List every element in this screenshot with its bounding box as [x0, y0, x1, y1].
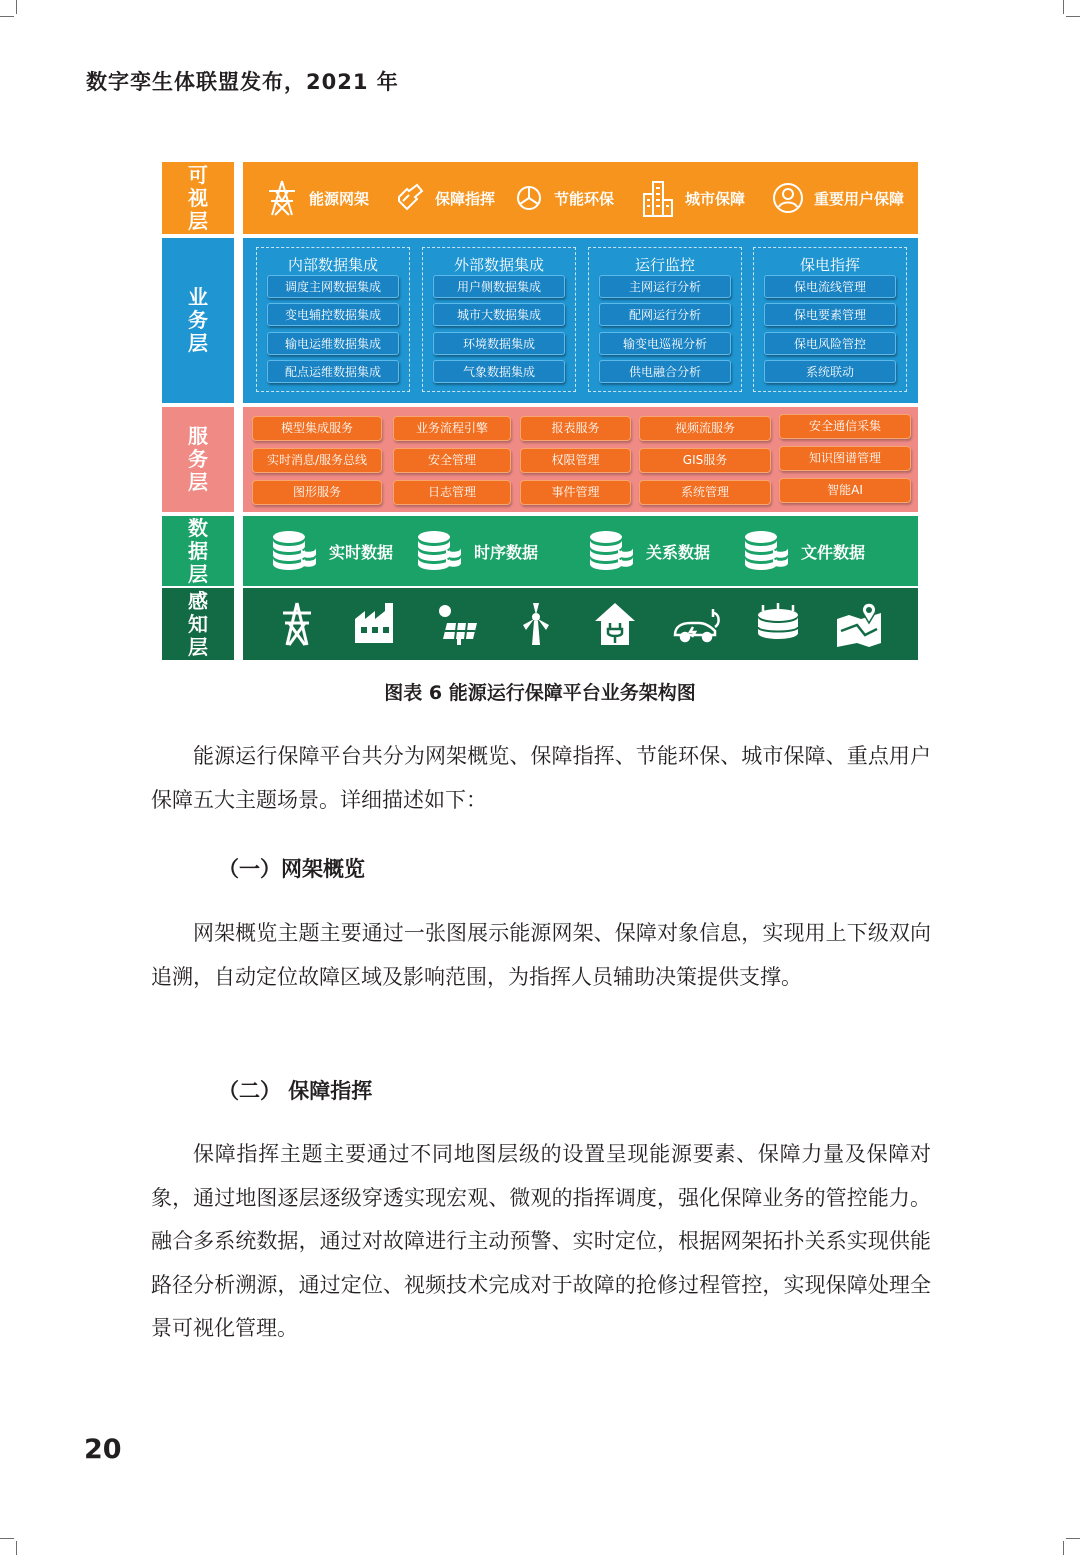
business-item: 配网运行分析 [599, 303, 731, 326]
crop-mark [1063, 1541, 1064, 1555]
service-layer-label: 服务层 [162, 407, 234, 512]
data-layer-label: 数据层 [162, 516, 234, 586]
sensing-layer [162, 588, 918, 660]
visual-layer [162, 162, 918, 234]
visual-item [772, 162, 904, 234]
service-item: 安全管理 [393, 448, 511, 473]
section-paragraph: 保障指挥主题主要通过不同地图层级的设置呈现能源要素、保障力量及保障对象，通过地图逐层逐级穿透实现宏观、微观的指挥调度，强化保障业务的管控能力。融合多系统数据，通过对故障进行主动预警、实时定位，根据网架拓扑关系实现供能路径分析溯源，通过定位、视频技术完成对于故障的抢修过程管控，实现保障处理全景可视化管理。 [151, 1142, 931, 1340]
electric-car-icon [671, 601, 723, 645]
business-item: 调度主网数据集成 [267, 275, 399, 298]
section-paragraph: 网架概览主题主要通过一张图展示能源网架、保障对象信息，实现用上下级双向追溯，自动定位故障区域及影响范围，为指挥人员辅助决策提供支撑。 [151, 921, 931, 989]
service-item: 日志管理 [393, 480, 511, 505]
figure-caption: 图表 6 能源运行保障平台业务架构图 [384, 682, 696, 704]
database-icon [271, 528, 317, 574]
service-layer-body [243, 407, 918, 512]
business-item: 保电风险管控 [764, 332, 896, 355]
data-item-label: 时序数据 [474, 542, 539, 562]
visual-item-label: 城市保障 [685, 189, 746, 208]
sensing-layer-body [243, 588, 918, 660]
database-icon [416, 528, 462, 574]
service-item: 模型集成服务 [252, 416, 382, 441]
section-heading: （一）网架概览 [218, 857, 365, 881]
visual-layer-body [243, 162, 918, 234]
map-location-icon [835, 601, 883, 647]
service-item: 业务流程引擎 [393, 416, 511, 441]
visual-item-label: 重要用户保障 [814, 189, 905, 208]
data-item [271, 516, 393, 586]
business-group-title: 外部数据集成 [453, 256, 544, 274]
transmission-tower-icon [277, 601, 317, 647]
data-item [416, 516, 538, 586]
business-item: 主网运行分析 [599, 275, 731, 298]
sensing-layer-label: 感知层 [162, 588, 234, 660]
service-item: 视频流服务 [639, 416, 771, 441]
business-group-title: 内部数据集成 [287, 256, 378, 274]
intro-paragraph: 能源运行保障平台共分为网架概览、保障指挥、节能环保、城市保障、重点用户保障五大主题场景。详细描述如下： [151, 744, 931, 812]
visual-item [395, 162, 495, 234]
recycle-icon [514, 183, 544, 213]
data-item-label: 文件数据 [801, 542, 866, 562]
business-layer [162, 238, 918, 403]
business-item: 城市大数据集成 [433, 303, 565, 326]
crop-mark [16, 0, 17, 14]
running-header: 数字孪生体联盟发布，2021 年 [86, 70, 399, 94]
crop-mark [0, 1538, 14, 1539]
data-item-label: 实时数据 [329, 542, 394, 562]
hand-pointer-icon [395, 183, 425, 213]
service-item: 报表服务 [520, 416, 631, 441]
business-group [753, 247, 907, 392]
crop-mark [0, 16, 14, 17]
business-item: 输变电巡视分析 [599, 332, 731, 355]
business-item: 气象数据集成 [433, 360, 565, 383]
business-item: 环境数据集成 [433, 332, 565, 355]
visual-item [514, 162, 614, 234]
service-item: GIS服务 [639, 448, 771, 473]
business-item: 保电流线管理 [764, 275, 896, 298]
stadium-icon [755, 601, 801, 647]
service-item: 安全通信采集 [779, 414, 911, 439]
solar-panel-icon [433, 601, 479, 647]
data-item [743, 516, 865, 586]
service-item: 智能AI [779, 478, 911, 503]
database-icon [743, 528, 789, 574]
business-group-title: 保电指挥 [799, 256, 860, 274]
business-layer-label: 业务层 [162, 238, 234, 403]
data-layer [162, 516, 918, 586]
city-buildings-icon [641, 178, 675, 218]
business-group [256, 247, 410, 392]
business-item: 系统联动 [764, 360, 896, 383]
data-layer-body [243, 516, 918, 586]
service-item: 知识图谱管理 [779, 446, 911, 471]
section-heading: （二） 保障指挥 [218, 1079, 373, 1103]
page-number: 20 [84, 1434, 122, 1465]
service-item: 系统管理 [639, 480, 771, 505]
business-item: 输电运维数据集成 [267, 332, 399, 355]
service-item: 实时消息/服务总线 [252, 448, 382, 473]
visual-item-label: 能源网架 [309, 189, 370, 208]
crop-mark [1063, 0, 1064, 14]
business-item: 用户侧数据集成 [433, 275, 565, 298]
visual-item-label: 保障指挥 [435, 189, 496, 208]
visual-item [265, 162, 369, 234]
visual-layer-label: 可视层 [162, 162, 234, 234]
power-tower-icon [265, 179, 299, 217]
factory-icon [353, 601, 397, 645]
crop-mark [1066, 1538, 1080, 1539]
visual-item-label: 节能环保 [554, 189, 615, 208]
service-item: 图形服务 [252, 480, 382, 505]
database-icon [588, 528, 634, 574]
business-group [422, 247, 576, 392]
data-item-label: 关系数据 [646, 542, 711, 562]
business-item: 配点运维数据集成 [267, 360, 399, 383]
business-group-title: 运行监控 [634, 256, 695, 274]
crop-mark [1066, 16, 1080, 17]
smart-home-icon [593, 601, 637, 647]
business-layer-body [243, 238, 918, 403]
visual-item [641, 162, 745, 234]
business-item: 供电融合分析 [599, 360, 731, 383]
data-item [588, 516, 710, 586]
service-item: 事件管理 [520, 480, 631, 505]
business-item: 变电辅控数据集成 [267, 303, 399, 326]
business-item: 保电要素管理 [764, 303, 896, 326]
architecture-diagram [162, 162, 918, 660]
business-group [588, 247, 742, 392]
user-circle-icon [772, 182, 804, 214]
crop-mark [16, 1541, 17, 1555]
wind-turbine-icon [515, 601, 557, 647]
service-item: 权限管理 [520, 448, 631, 473]
service-layer [162, 407, 918, 512]
